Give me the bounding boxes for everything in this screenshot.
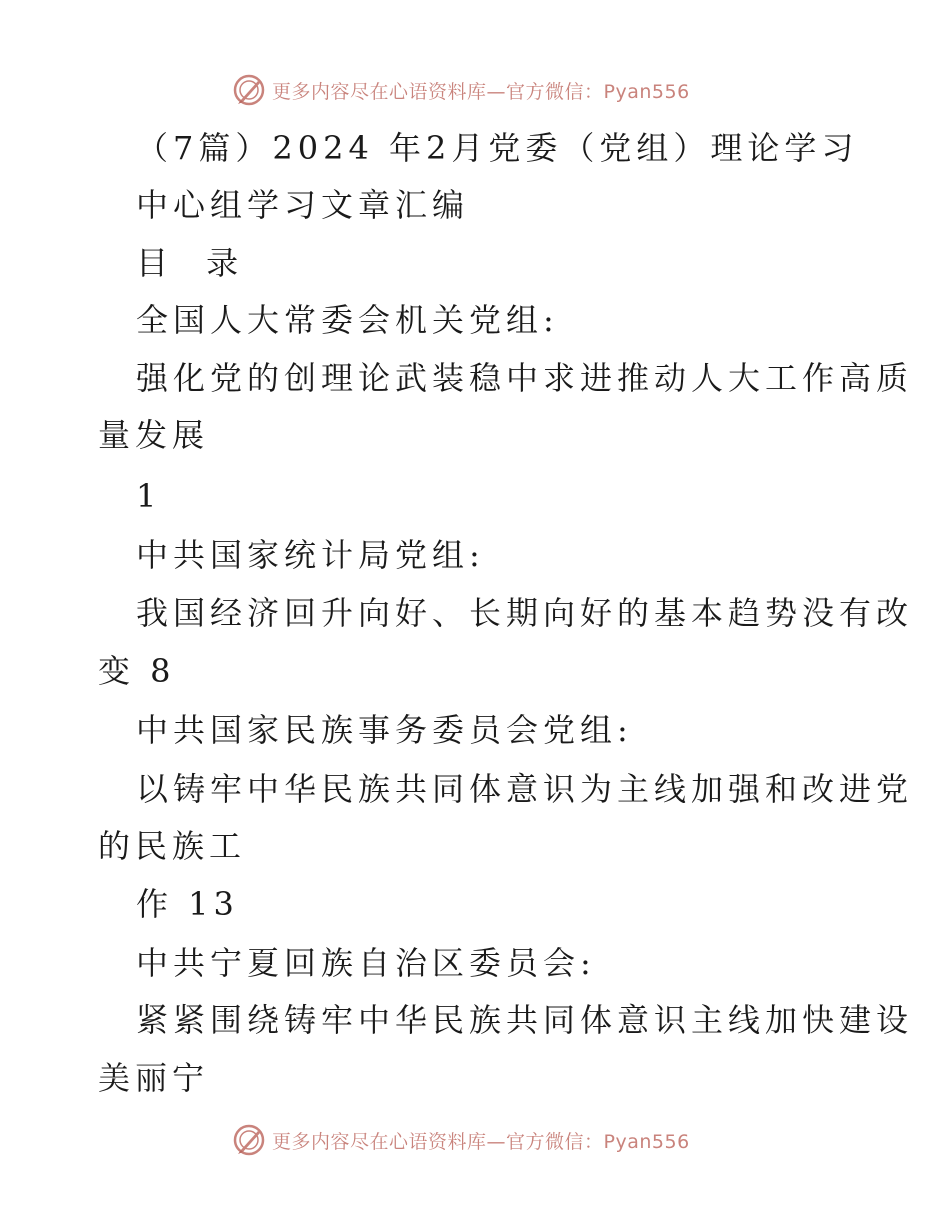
footer-watermark xyxy=(232,1122,752,1158)
toc-entry-1-line-1: 强化党的创理论武装稳中求进推动人大工作高质 xyxy=(136,359,914,397)
toc-entry-1-page: 1 xyxy=(136,477,162,515)
toc-org-1: 全国人大常委会机关党组: xyxy=(136,301,559,339)
toc-heading: 目 录 xyxy=(136,244,253,282)
pen-seal-logo-icon xyxy=(232,73,266,107)
toc-org-2: 中共国家统计局党组: xyxy=(136,536,485,574)
title-line-1: （7篇）2024 年2月党委（党组）理论学习 xyxy=(136,129,859,167)
toc-entry-1-line-2: 量发展 xyxy=(98,416,210,454)
toc-entry-4-line-2: 美丽宁 xyxy=(98,1059,210,1097)
watermark-text: 更多内容尽在心语资料库—官方微信：Pyan556 xyxy=(272,1130,690,1153)
toc-entry-3-line-3: 作 13 xyxy=(136,885,239,923)
toc-org-4: 中共宁夏回族自治区委员会: xyxy=(136,944,596,982)
toc-entry-3-line-2: 的民族工 xyxy=(98,827,247,865)
toc-entry-2-line-2: 变 8 xyxy=(98,652,176,690)
toc-entry-2-line-1: 我国经济回升向好、长期向好的基本趋势没有改 xyxy=(136,594,914,632)
watermark-text: 更多内容尽在心语资料库—官方微信：Pyan556 xyxy=(272,80,690,103)
title-line-2: 中心组学习文章汇编 xyxy=(136,186,470,224)
header-watermark xyxy=(232,72,752,108)
toc-org-3: 中共国家民族事务委员会党组: xyxy=(136,711,633,749)
toc-entry-4-line-1: 紧紧围绕铸牢中华民族共同体意识主线加快建设 xyxy=(136,1001,914,1039)
pen-seal-logo-icon xyxy=(232,1123,266,1157)
toc-entry-3-line-1: 以铸牢中华民族共同体意识为主线加强和改进党 xyxy=(136,770,914,808)
